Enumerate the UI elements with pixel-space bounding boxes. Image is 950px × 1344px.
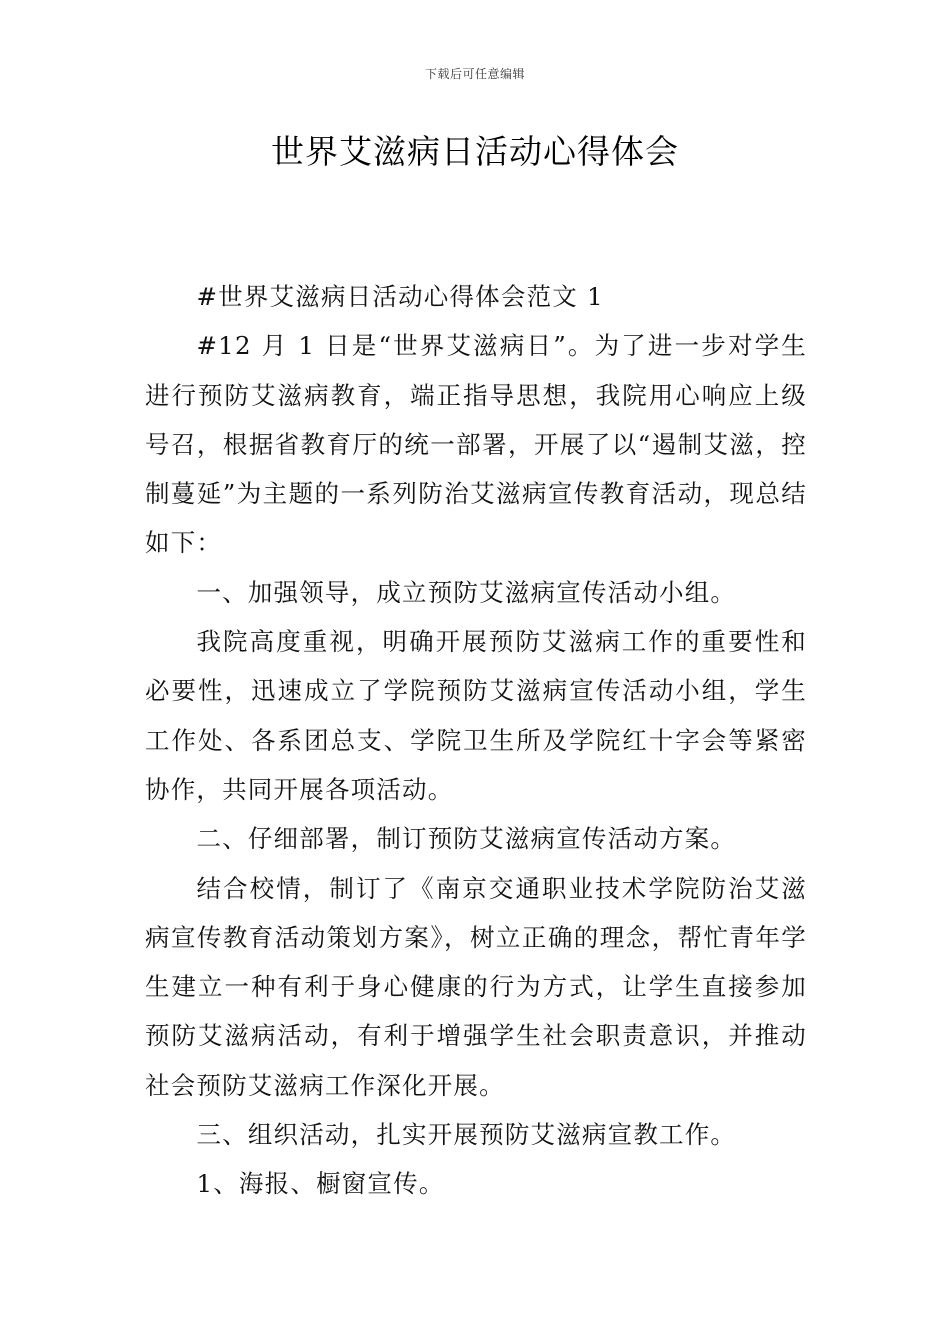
document-body xyxy=(145,272,807,1209)
paragraph-body-1: 我院高度重视，明确开展预防艾滋病工作的重要性和必要性，迅速成立了学院预防艾滋病宣传活动小组，学生工作处、各系团总支、学院卫生所及学院红十字会等紧密协作，共同开展各项活动。 xyxy=(145,627,807,804)
paragraph-heading-3: 三、组织活动，扎实开展预防艾滋病宣教工作。 xyxy=(196,1120,737,1150)
paragraph-heading-1: 一、加强领导，成立预防艾滋病宣传活动小组。 xyxy=(196,577,737,607)
paragraph-heading-2: 二、仔细部署，制订预防艾滋病宣传活动方案。 xyxy=(196,824,737,854)
paragraph-subheading-1: 1、海报、橱窗宣传。 xyxy=(196,1169,445,1199)
paragraph-body-2: 结合校情，制订了《南京交通职业技术学院防治艾滋病宣传教育活动策划方案》，树立正确的理念，帮忙青年学生建立一种有利于身心健康的行为方式，让学生直接参加预防艾滋病活动，有利于增强学生社会职责意识，并推动社会预防艾滋病工作深化开展。 xyxy=(145,873,807,1100)
paragraph-intro: #12 月 1 日是“世界艾滋病日”。为了进一步对学生进行预防艾滋病教育，端正指导思想，我院用心响应上级号召，根据省教育厅的统一部署，开展了以“遏制艾滋，控制蔓延”为主题的一系列防治艾滋病宣传教育活动，现总结如下： xyxy=(145,331,807,558)
paragraph-section-heading: #世界艾滋病日活动心得体会范文 1 xyxy=(196,282,604,311)
header-note: 下载后可任意编辑 xyxy=(424,67,525,81)
document-title: 世界艾滋病日活动心得体会 xyxy=(271,132,679,171)
